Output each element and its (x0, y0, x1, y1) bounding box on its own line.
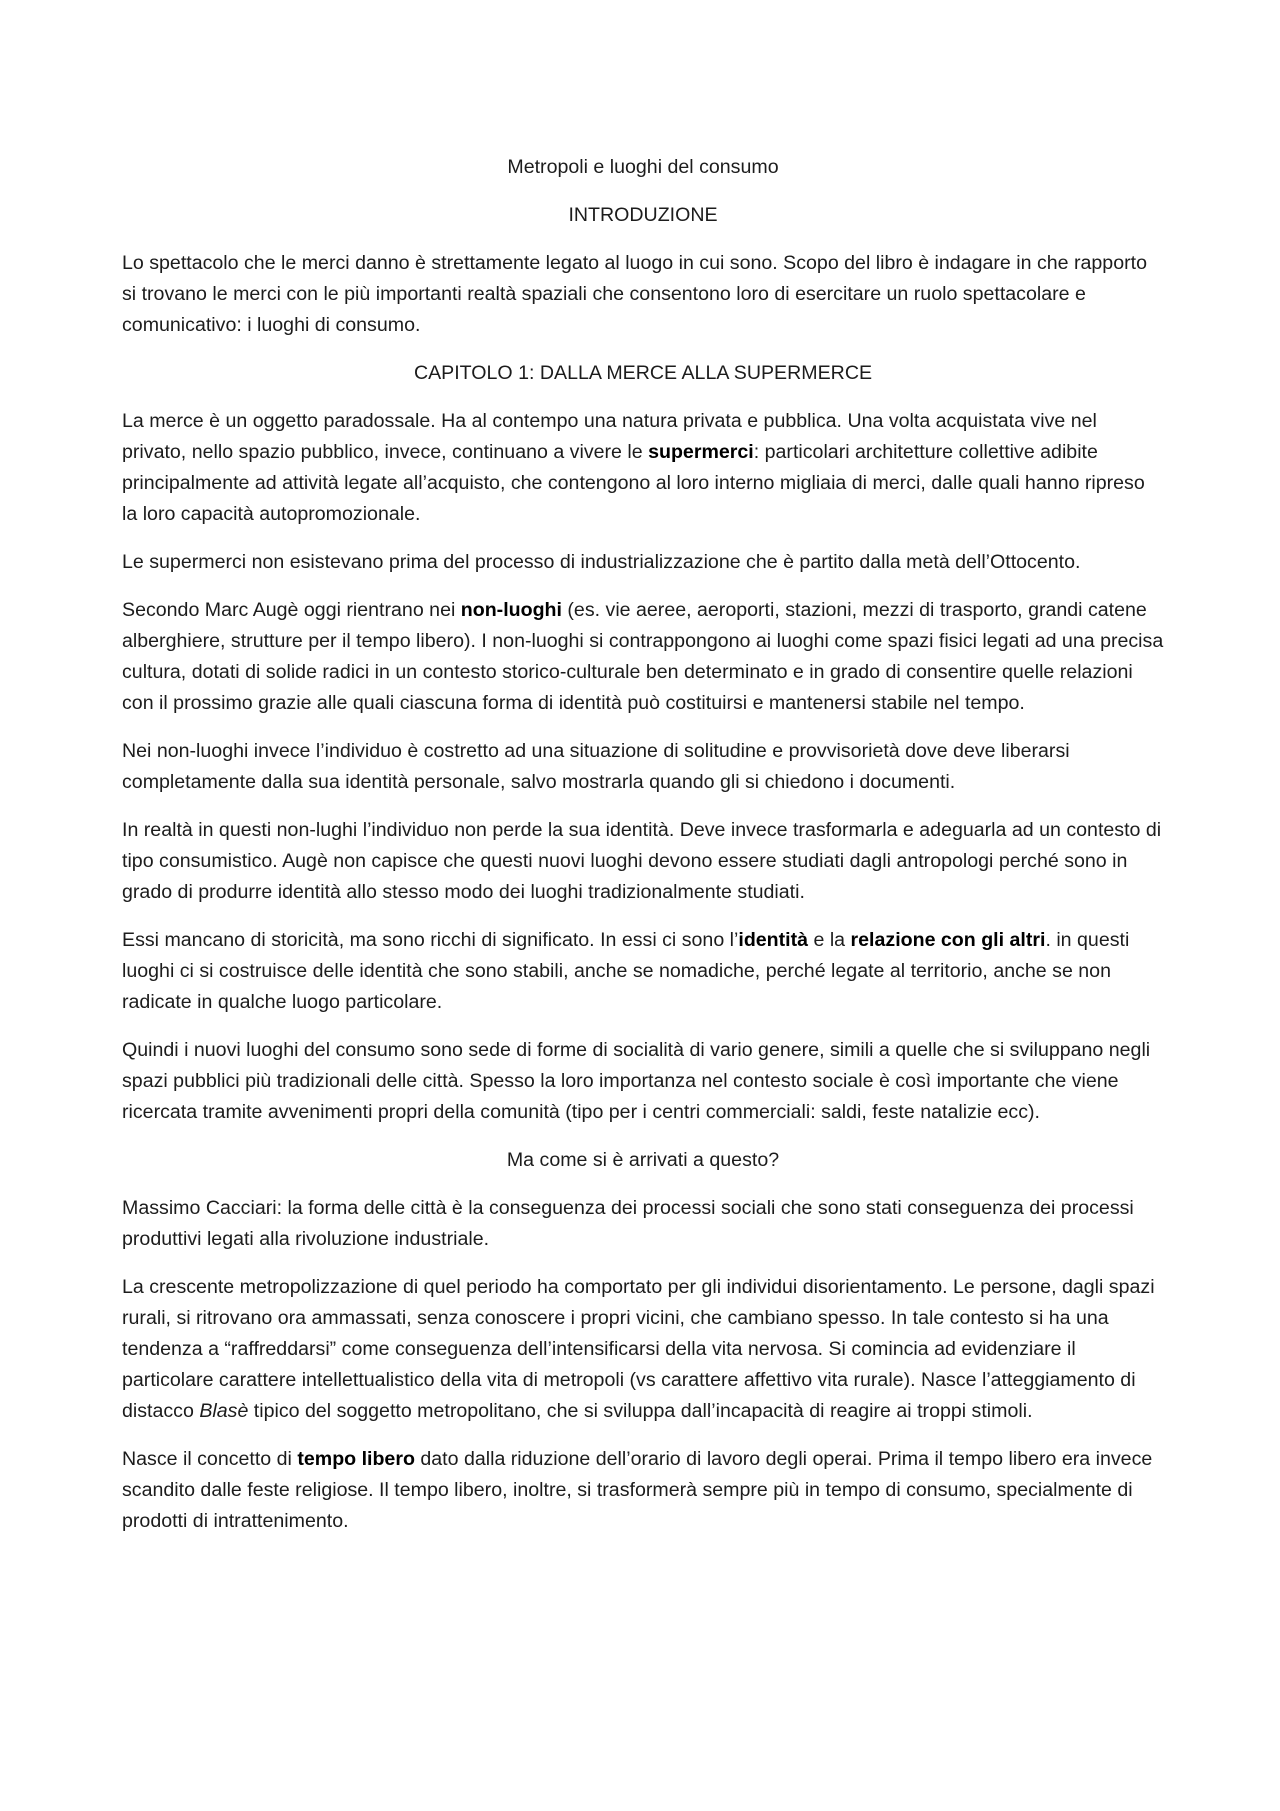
paragraph-cacciari: Massimo Cacciari: la forma delle città è la conseguenza dei processi sociali che sono stati conseguenza dei processi produttivi legati alla rivoluzione industriale. (122, 1197, 1134, 1250)
paragraph-text: Nasce il concetto di (122, 1448, 298, 1470)
paragraph-text: tipico del soggetto metropolitano, che si sviluppa dall’incapacità di reagire ai troppi stimoli. (248, 1400, 1033, 1422)
paragraph-realta: In realtà in questi non-lughi l’individuo non perde la sua identità. Deve invece trasformarla e adeguarla ad un contesto di tipo consumistico. Augè non capisce che questi nuovi luoghi devono essere studiati dagli antropologi perché sono in grado di produrre identità allo stesso modo dei luoghi tradizionalmente studiati. (122, 819, 1162, 903)
paragraph-quindi: Quindi i nuovi luoghi del consumo sono sede di forme di socialità di vario genere, simili a quelle che si sviluppano negli spazi pubblici più tradizionali delle città. Spesso la loro importanza nel contesto sociale è così importante che viene ricercata tramite avvenimenti propri della comunità (tipo per i centri commerciali: saldi, feste natalizie ecc). (122, 1039, 1151, 1123)
term-identita: identità (738, 929, 809, 951)
question-heading: Ma come si è arrivati a questo? (506, 1149, 780, 1171)
paragraph-text: dato dalla riduzione dell’orario di lavoro degli operai. Prima il tempo libero era invece scandito dalle feste religiose. Il tempo libero, inoltre, si trasformerà sempre più in tempo di consumo, specialmente di prodotti di intrattenimento. (122, 1448, 1153, 1532)
term-relazione: relazione con gli altri (850, 929, 1046, 951)
paragraph-text: e la (808, 929, 851, 951)
paragraph-text: Essi mancano di storicità, ma sono ricchi di significato. In essi ci sono l’ (122, 929, 739, 951)
paragraph-supermerci: Le supermerci non esistevano prima del processo di industrializzazione che è partito dalla metà dell’Ottocento. (122, 551, 1081, 573)
document-body (122, 152, 1164, 1554)
paragraph-text: La crescente metropolizzazione di quel periodo ha comportato per gli individui disorientamento. Le persone, dagli spazi rurali, si ritrovano ora ammassati, senza conoscere i propri vicini, che cambiano spesso. In tale contesto si ha una tendenza a “raffreddarsi” come conseguenza dell’intensificarsi della vita nervosa. Si comincia ad evidenziare il particolare carattere intellettualistico della vita di metropoli (vs carattere affettivo vita rurale). Nasce l’atteggiamento di distacco (122, 1276, 1155, 1422)
chapter-1-heading: CAPITOLO 1: DALLA MERCE ALLA SUPERMERCE (413, 362, 873, 384)
intro-heading: INTRODUZIONE (568, 204, 718, 226)
paragraph-storicita (122, 925, 1164, 1018)
paragraph-text: La merce è un oggetto paradossale. Ha al contempo una natura privata e pubblica. Una volta acquistata vive nel privato, nello spazio pubblico, invece, continuano a vivere le (122, 410, 1097, 463)
paragraph-text: Secondo Marc Augè oggi rientrano nei (122, 599, 461, 621)
term-tempo-libero: tempo libero (297, 1448, 415, 1470)
paragraph-text: . in questi luoghi ci si costruisce delle identità che sono stabili, anche se nomadiche, perché legate al territorio, anche se non radicate in qualche luogo particolare. (122, 929, 1130, 1013)
intro-paragraph: Lo spettacolo che le merci danno è strettamente legato al luogo in cui sono. Scopo del libro è indagare in che rapporto si trovano le merci con le più importanti realtà spaziali che consentono loro di esercitare un ruolo spettacolare e comunicativo: i luoghi di consumo. (122, 252, 1147, 336)
paragraph-text: : particolari architetture collettive adibite principalmente ad attività legate all’acquisto, che contengono al loro interno migliaia di merci, dalle quali hanno ripreso la loro capacità autopromozionale. (122, 441, 1145, 525)
paragraph-merce (122, 406, 1164, 530)
term-non-luoghi: non-luoghi (460, 599, 562, 621)
paragraph-auge (122, 595, 1164, 719)
paragraph-text: (es. vie aeree, aeroporti, stazioni, mezzi di trasporto, grandi catene alberghiere, strutture per il tempo libero). I non-luoghi si contrappongono ai luoghi come spazi fisici legati ad una precisa cultura, dotati di solide radici in un contesto storico-culturale ben determinato e in grado di consentire quelle relazioni con il prossimo grazie alle quali ciascuna forma di identità può costituirsi e mantenersi stabile nel tempo. (122, 599, 1164, 714)
term-blase: Blasè (199, 1400, 249, 1422)
term-supermerci: supermerci (648, 441, 754, 463)
paragraph-metropolizzazione (122, 1272, 1164, 1427)
document-title: Metropoli e luoghi del consumo (507, 156, 779, 178)
paragraph-non-luoghi: Nei non-luoghi invece l’individuo è costretto ad una situazione di solitudine e provvisorietà dove deve liberarsi completamente dalla sua identità personale, salvo mostrarla quando gli si chiedono i documenti. (122, 740, 1070, 793)
paragraph-tempo-libero (122, 1444, 1164, 1537)
